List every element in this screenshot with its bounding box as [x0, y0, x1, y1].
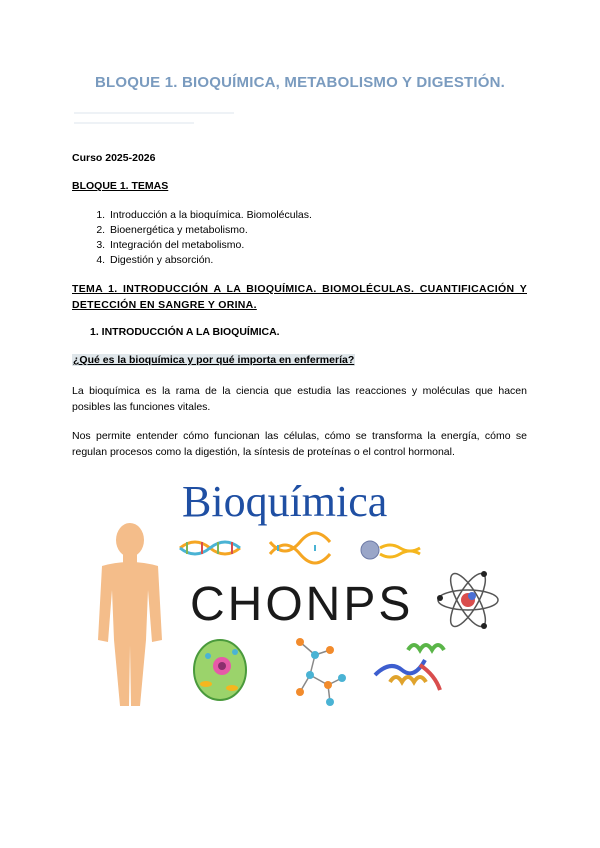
list-item: 2. Bioenergética y metabolismo.: [108, 223, 312, 238]
chonps-text: CHONPS: [190, 578, 414, 631]
bloque-heading: BLOQUE 1. TEMAS: [72, 180, 169, 192]
lipid-molecule-icon: [361, 541, 420, 559]
paragraph: Nos permite entender cómo funcionan las células, cómo se transforma la energía, cómo se regulan procesos como la digestión, la síntesis de proteínas o el control hormonal.: [72, 430, 527, 458]
dna-strand-icon: [180, 542, 240, 554]
cell-icon: [194, 640, 246, 700]
tema-heading: TEMA 1. INTRODUCCIÓN A LA BIOQUÍMICA. BIOMOLÉCULAS. CUANTIFICACIÓN Y DETECCIÓN EN SANGRE Y ORINA.: [72, 283, 527, 311]
course-label: Curso 2025-2026: [72, 152, 156, 164]
list-item: 1. Introducción a la bioquímica. Biomoléculas.: [108, 208, 312, 223]
list-item: 3. Integración del metabolismo.: [108, 238, 312, 253]
faint-header-text: [74, 112, 234, 134]
molecule-structure-icon: [296, 638, 346, 706]
human-silhouette-icon: [98, 523, 162, 706]
protein-icon: [375, 645, 444, 690]
paragraph: La bioquímica es la rama de la ciencia que estudia las reacciones y moléculas que hacen posibles las funciones vitales.: [72, 385, 527, 413]
dna-helix-icon: [270, 533, 330, 563]
question-heading: ¿Qué es la bioquímica y por qué importa en enfermería?: [73, 354, 355, 366]
bioquimica-word: Bioquímica: [182, 477, 388, 526]
topics-list: [72, 208, 312, 268]
atom-icon: [437, 569, 498, 631]
section-heading: 1. INTRODUCCIÓN A LA BIOQUÍMICA.: [90, 326, 280, 338]
document-title: BLOQUE 1. BIOQUÍMICA, METABOLISMO Y DIGESTIÓN.: [94, 74, 506, 91]
list-item: 4. Digestión y absorción.: [108, 253, 312, 268]
biochemistry-illustration: [90, 470, 510, 720]
